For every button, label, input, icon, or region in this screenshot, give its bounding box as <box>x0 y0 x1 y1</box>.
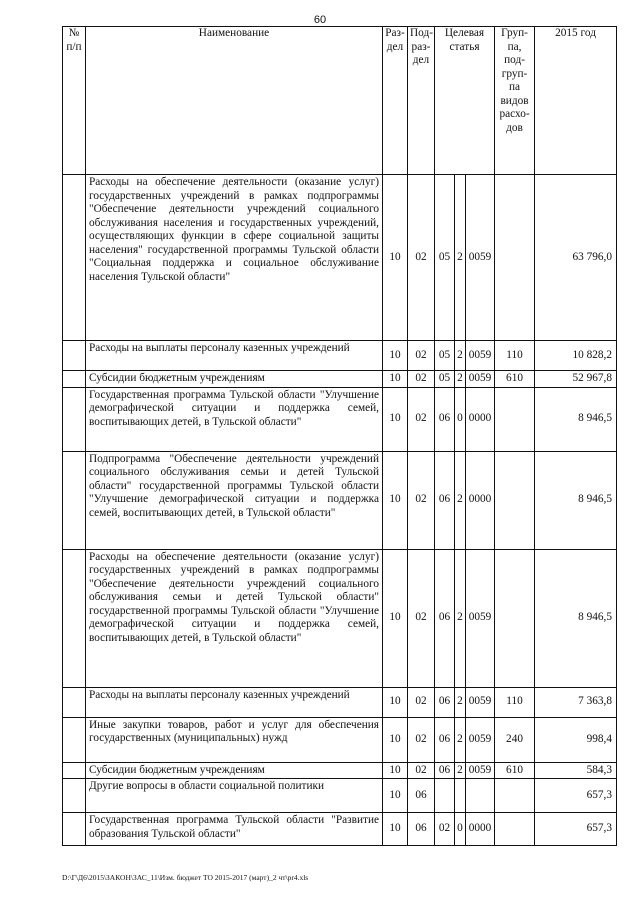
row-amount-cell: 8 946,5 <box>535 549 617 687</box>
table-row <box>63 175 617 341</box>
row-target-subprogram-cell: 0 <box>455 813 466 846</box>
row-target-direction-cell: 0000 <box>466 813 495 846</box>
row-target-direction-cell: 0059 <box>466 175 495 341</box>
row-name-cell: Расходы на выплаты персоналу казенных учреждений <box>86 341 383 371</box>
row-section-cell: 10 <box>383 762 408 779</box>
row-num-cell <box>63 762 86 779</box>
row-name-cell: Расходы на обеспечение деятельности (оказание услуг) государственных учреждений в рамках подпрограммы "Обеспечение деятельности учреждений социального обслуживания семьи и детей Тульской области" государственной программы Тульской области "Улучшение демографической ситуации и поддержка семей, воспитывающих детей, в Тульской области" <box>86 549 383 687</box>
header-year: 2015 год <box>535 27 617 175</box>
row-section-cell: 10 <box>383 779 408 813</box>
row-section-cell: 10 <box>383 549 408 687</box>
row-target-direction-cell: 0059 <box>466 549 495 687</box>
row-amount-cell: 998,4 <box>535 717 617 762</box>
row-amount-cell: 7 363,8 <box>535 687 617 717</box>
row-num-cell <box>63 175 86 341</box>
row-name-cell: Иные закупки товаров, работ и услуг для обеспечения государственных (муниципальных) нужд <box>86 717 383 762</box>
row-amount-cell: 8 946,5 <box>535 387 617 451</box>
row-target-subprogram-cell: 2 <box>455 175 466 341</box>
row-name-cell: Государственная программа Тульской области "Развитие образования Тульской области" <box>86 813 383 846</box>
header-name: Наименование <box>86 27 383 175</box>
budget-table <box>62 26 617 846</box>
row-section-cell: 10 <box>383 813 408 846</box>
row-section-cell: 10 <box>383 451 408 549</box>
row-target-direction-cell: 0000 <box>466 387 495 451</box>
row-name-cell: Расходы на выплаты персоналу казенных учреждений <box>86 687 383 717</box>
row-amount-cell: 10 828,2 <box>535 341 617 371</box>
row-subsection-cell: 02 <box>408 387 435 451</box>
row-num-cell <box>63 687 86 717</box>
row-num-cell <box>63 451 86 549</box>
row-target-program-cell <box>435 779 455 813</box>
header-section: Раз-дел <box>383 27 408 175</box>
row-section-cell: 10 <box>383 387 408 451</box>
row-name-cell: Расходы на обеспечение деятельности (оказание услуг) государственных учреждений в рамках подпрограммы "Обеспечение деятельности учреждений социального обслуживания населения и государственных учреждений, осуществляющих функции в сфере социальной защиты населения" государственной программы Тульской области "Социальная поддержка и социальное обслуживание населения Тульской области" <box>86 175 383 341</box>
row-name-cell: Другие вопросы в области социальной политики <box>86 779 383 813</box>
row-amount-cell: 8 946,5 <box>535 451 617 549</box>
row-subsection-cell: 02 <box>408 717 435 762</box>
row-expense-type-cell <box>495 175 535 341</box>
row-target-subprogram-cell: 2 <box>455 687 466 717</box>
row-amount-cell: 657,3 <box>535 779 617 813</box>
table-row <box>63 387 617 451</box>
table-row <box>63 451 617 549</box>
row-amount-cell: 657,3 <box>535 813 617 846</box>
row-target-program-cell: 06 <box>435 687 455 717</box>
row-expense-type-cell <box>495 549 535 687</box>
row-name-cell: Государственная программа Тульской области "Улучшение демографической ситуации и поддержка семей, воспитывающих детей, в Тульской области" <box>86 387 383 451</box>
row-target-program-cell: 06 <box>435 387 455 451</box>
row-num-cell <box>63 549 86 687</box>
row-expense-type-cell: 610 <box>495 762 535 779</box>
row-expense-type-cell <box>495 813 535 846</box>
row-name-cell: Подпрограмма "Обеспечение деятельности учреждений социального обслуживания семьи и детей Тульской области" государственной программы Тульской области "Улучшение демографической ситуации и поддержка семей, воспитывающих детей, в Тульской области" <box>86 451 383 549</box>
row-section-cell: 10 <box>383 687 408 717</box>
row-target-program-cell: 06 <box>435 451 455 549</box>
table-row <box>63 549 617 687</box>
row-num-cell <box>63 813 86 846</box>
table-row <box>63 371 617 388</box>
row-target-subprogram-cell: 0 <box>455 387 466 451</box>
row-target-direction-cell: 0059 <box>466 371 495 388</box>
row-subsection-cell: 02 <box>408 175 435 341</box>
row-target-subprogram-cell: 2 <box>455 717 466 762</box>
row-num-cell <box>63 371 86 388</box>
header-group: Груп-па, под-груп-па видов расхо-дов <box>495 27 535 175</box>
row-expense-type-cell <box>495 779 535 813</box>
table-body <box>63 175 617 846</box>
row-subsection-cell: 02 <box>408 687 435 717</box>
row-subsection-cell: 06 <box>408 779 435 813</box>
header-target: Целевая статья <box>435 27 495 175</box>
table-row <box>63 717 617 762</box>
row-target-subprogram-cell: 2 <box>455 762 466 779</box>
row-num-cell <box>63 717 86 762</box>
table-row <box>63 762 617 779</box>
row-target-direction-cell: 0059 <box>466 762 495 779</box>
row-subsection-cell: 06 <box>408 813 435 846</box>
row-subsection-cell: 02 <box>408 762 435 779</box>
row-target-subprogram-cell: 2 <box>455 549 466 687</box>
row-expense-type-cell: 240 <box>495 717 535 762</box>
row-section-cell: 10 <box>383 175 408 341</box>
row-section-cell: 10 <box>383 371 408 388</box>
page-number: 60 <box>313 14 327 26</box>
row-target-subprogram-cell: 2 <box>455 341 466 371</box>
table-row <box>63 813 617 846</box>
row-subsection-cell: 02 <box>408 451 435 549</box>
table-row <box>63 779 617 813</box>
row-target-direction-cell: 0059 <box>466 687 495 717</box>
row-expense-type-cell: 610 <box>495 371 535 388</box>
row-name-cell: Субсидии бюджетным учреждениям <box>86 762 383 779</box>
row-name-cell: Субсидии бюджетным учреждениям <box>86 371 383 388</box>
row-expense-type-cell <box>495 387 535 451</box>
row-target-program-cell: 06 <box>435 717 455 762</box>
row-target-direction-cell: 0059 <box>466 341 495 371</box>
header-num: № п/п <box>63 27 86 175</box>
table-row <box>63 687 617 717</box>
row-subsection-cell: 02 <box>408 549 435 687</box>
row-amount-cell: 52 967,8 <box>535 371 617 388</box>
row-amount-cell: 584,3 <box>535 762 617 779</box>
row-subsection-cell: 02 <box>408 341 435 371</box>
row-target-program-cell: 05 <box>435 371 455 388</box>
row-target-program-cell: 05 <box>435 175 455 341</box>
row-target-direction-cell: 0059 <box>466 717 495 762</box>
row-num-cell <box>63 779 86 813</box>
row-section-cell: 10 <box>383 717 408 762</box>
row-section-cell: 10 <box>383 341 408 371</box>
row-target-direction-cell <box>466 779 495 813</box>
row-subsection-cell: 02 <box>408 371 435 388</box>
row-target-program-cell: 02 <box>435 813 455 846</box>
row-expense-type-cell <box>495 451 535 549</box>
row-expense-type-cell: 110 <box>495 341 535 371</box>
row-target-direction-cell: 0000 <box>466 451 495 549</box>
row-expense-type-cell: 110 <box>495 687 535 717</box>
table-row <box>63 341 617 371</box>
row-target-subprogram-cell: 2 <box>455 451 466 549</box>
row-num-cell <box>63 387 86 451</box>
row-target-subprogram-cell <box>455 779 466 813</box>
row-target-subprogram-cell: 2 <box>455 371 466 388</box>
row-num-cell <box>63 341 86 371</box>
row-target-program-cell: 06 <box>435 762 455 779</box>
file-path-footer: D:\Г\Д6\2015\ЗАКОН\ЗАС_11\Изм. бюджет ТО 2015-2017 (март)_2 чт\рr4.xls <box>62 873 309 882</box>
row-target-program-cell: 06 <box>435 549 455 687</box>
row-amount-cell: 63 796,0 <box>535 175 617 341</box>
row-target-program-cell: 05 <box>435 341 455 371</box>
header-subsection: Под-раз-дел <box>408 27 435 175</box>
table-header-row <box>63 27 617 175</box>
